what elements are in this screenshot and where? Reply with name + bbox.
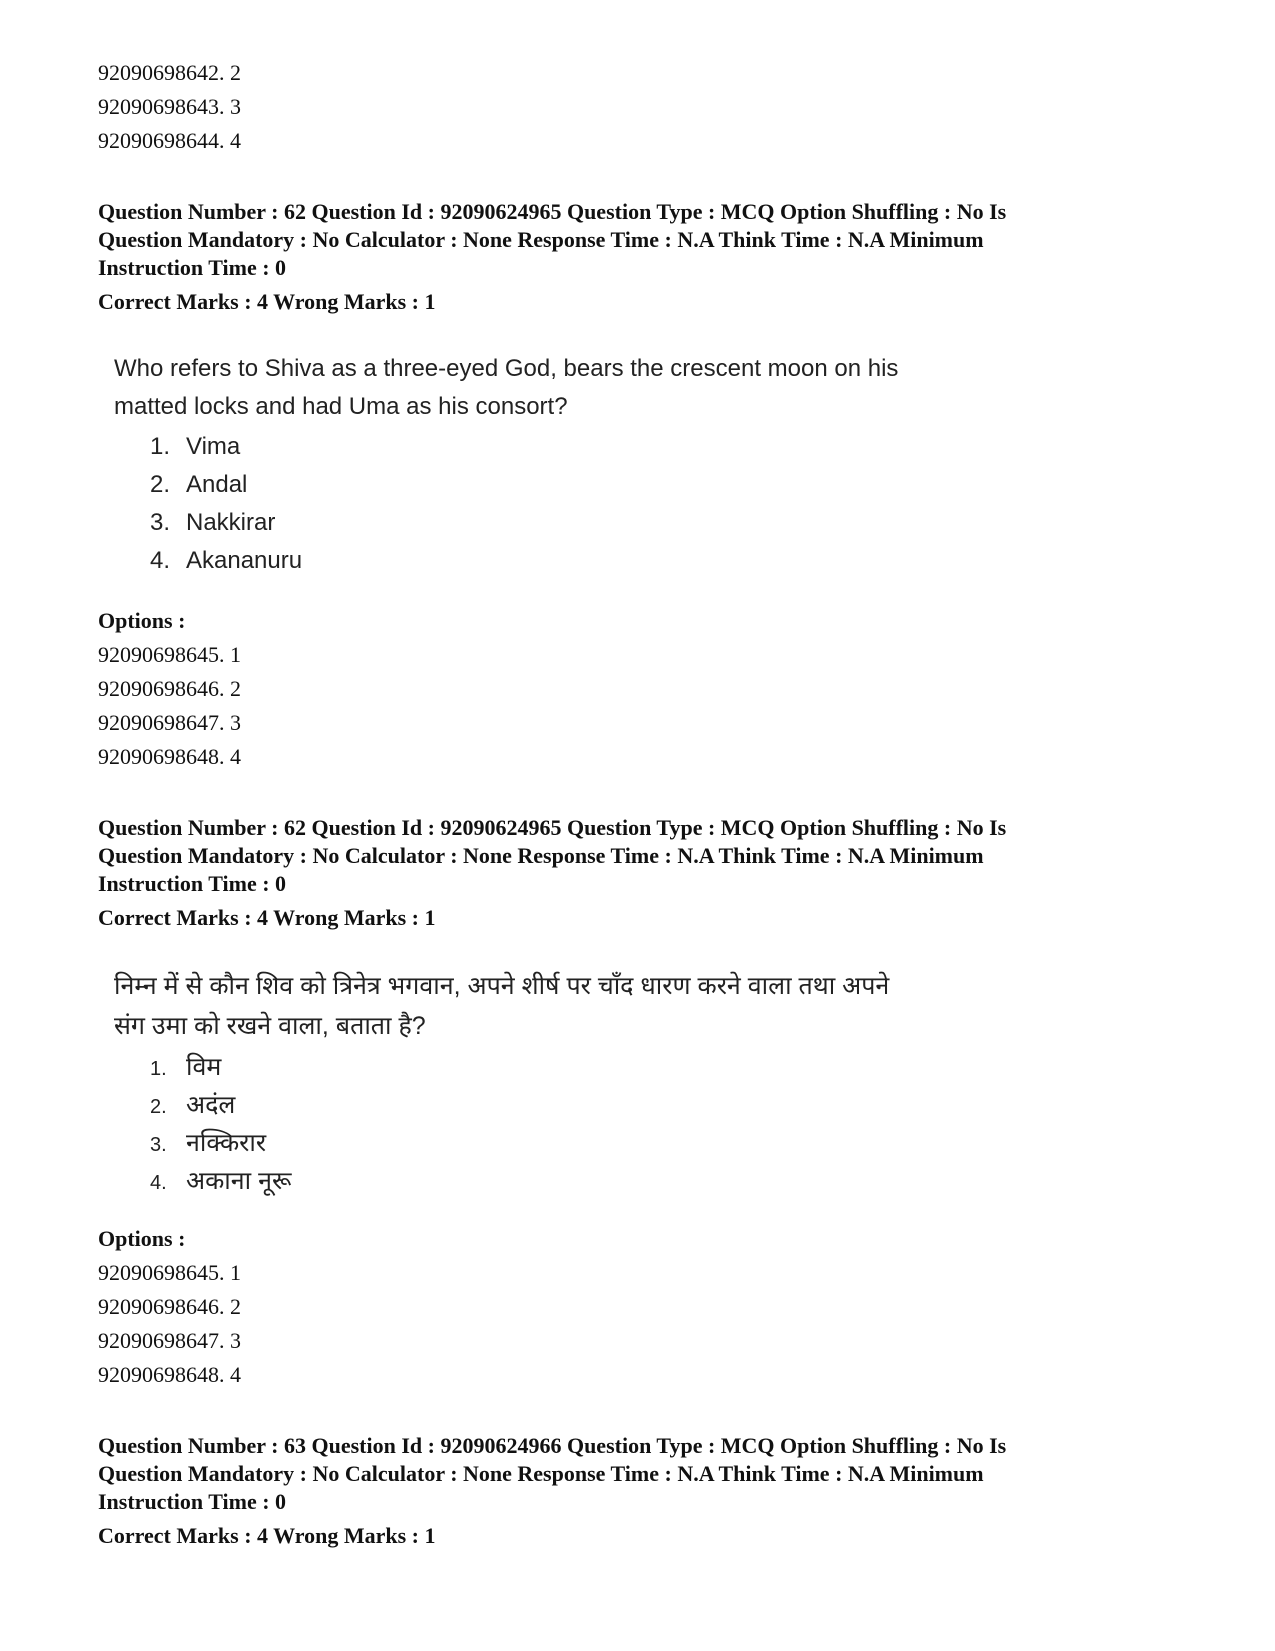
question-paper-page bbox=[98, 56, 1178, 1550]
option-row: 92090698647. 3 bbox=[98, 710, 241, 735]
choice-text: अकाना नूरू bbox=[186, 1167, 292, 1195]
choice-text: Andal bbox=[186, 471, 248, 498]
choice-number: 2. bbox=[150, 471, 171, 498]
choice-text: विम bbox=[186, 1053, 222, 1081]
question-text-line: Who refers to Shiva as a three-eyed God, bears the crescent moon on his bbox=[114, 355, 899, 382]
option-value: 1 bbox=[230, 642, 241, 667]
question-marks: Correct Marks : 4 Wrong Marks : 1 bbox=[98, 905, 436, 930]
option-value: 3 bbox=[230, 94, 241, 119]
choice-list bbox=[114, 428, 934, 580]
option-value: 1 bbox=[230, 1260, 241, 1285]
question-meta-line: Question Number : 63 Question Id : 92090624966 Question Type : MCQ Option Shuffling : No Is bbox=[98, 1433, 1007, 1458]
choice-item bbox=[150, 428, 934, 466]
option-value: 2 bbox=[230, 60, 241, 85]
choice-item bbox=[150, 466, 934, 504]
previous-question-options bbox=[98, 56, 1178, 158]
choice-item bbox=[150, 504, 934, 542]
question-text-line: निम्न में से कौन शिव को त्रिनेत्र भगवान, अपने शीर्ष पर चाँद धारण करने वाला तथा अपने bbox=[114, 972, 890, 1000]
question-meta-line: Instruction Time : 0 bbox=[98, 1489, 287, 1514]
question-meta-line: Question Number : 62 Question Id : 92090624965 Question Type : MCQ Option Shuffling : No Is bbox=[98, 199, 1007, 224]
choice-number: 1. bbox=[150, 433, 171, 460]
option-row: 92090698644. 4 bbox=[98, 128, 241, 153]
option-row: 92090698645. 1 bbox=[98, 1260, 241, 1285]
question-block-62-hindi bbox=[98, 814, 1178, 1392]
option-value: 3 bbox=[230, 1328, 241, 1353]
option-row: 92090698647. 3 bbox=[98, 1328, 241, 1353]
option-id: 92090698643 bbox=[98, 94, 219, 119]
question-meta-line: Question Mandatory : No Calculator : None Response Time : N.A Think Time : N.A Minimum bbox=[98, 843, 984, 868]
choice-item bbox=[150, 1124, 934, 1162]
choice-number: 3. bbox=[150, 509, 171, 536]
choice-item bbox=[150, 1162, 934, 1200]
options-label: Options : bbox=[98, 1226, 186, 1251]
options-list bbox=[98, 1256, 1178, 1392]
choice-text: Nakkirar bbox=[186, 509, 276, 536]
option-row: 92090698642. 2 bbox=[98, 60, 241, 85]
option-value: 2 bbox=[230, 676, 241, 701]
options-label: Options : bbox=[98, 608, 186, 633]
choice-number: 1. bbox=[150, 1058, 167, 1080]
options-list bbox=[98, 638, 1178, 774]
option-id: 92090698647 bbox=[98, 1328, 219, 1353]
option-value: 4 bbox=[230, 1362, 241, 1387]
choice-list bbox=[114, 1048, 934, 1200]
question-meta-line: Question Mandatory : No Calculator : None Response Time : N.A Think Time : N.A Minimum bbox=[98, 227, 984, 252]
option-id: 92090698648 bbox=[98, 1362, 219, 1387]
option-row: 92090698645. 1 bbox=[98, 642, 241, 667]
choice-text: अदंल bbox=[186, 1091, 236, 1119]
option-id: 92090698647 bbox=[98, 710, 219, 735]
question-marks: Correct Marks : 4 Wrong Marks : 1 bbox=[98, 289, 436, 314]
question-marks: Correct Marks : 4 Wrong Marks : 1 bbox=[98, 1523, 436, 1548]
choice-item bbox=[150, 1048, 934, 1086]
question-block-62-english bbox=[98, 198, 1178, 774]
question-block-63 bbox=[98, 1432, 1178, 1550]
option-id: 92090698644 bbox=[98, 128, 219, 153]
choice-number: 4. bbox=[150, 1172, 167, 1194]
choice-number: 3. bbox=[150, 1134, 167, 1156]
option-row: 92090698648. 4 bbox=[98, 744, 241, 769]
choice-item bbox=[150, 542, 934, 580]
choice-text: नक्किरार bbox=[186, 1129, 267, 1157]
option-row: 92090698648. 4 bbox=[98, 1362, 241, 1387]
question-meta-line: Instruction Time : 0 bbox=[98, 255, 287, 280]
option-id: 92090698646 bbox=[98, 676, 219, 701]
option-row: 92090698646. 2 bbox=[98, 1294, 241, 1319]
question-meta-line: Question Number : 62 Question Id : 92090624965 Question Type : MCQ Option Shuffling : No Is bbox=[98, 815, 1007, 840]
option-value: 3 bbox=[230, 710, 241, 735]
question-meta-line: Instruction Time : 0 bbox=[98, 871, 287, 896]
option-row: 92090698646. 2 bbox=[98, 676, 241, 701]
option-value: 4 bbox=[230, 128, 241, 153]
option-id: 92090698642 bbox=[98, 60, 219, 85]
option-id: 92090698645 bbox=[98, 1260, 219, 1285]
choice-number: 2. bbox=[150, 1096, 167, 1118]
option-value: 2 bbox=[230, 1294, 241, 1319]
question-text-line: संग उमा को रखने वाला, बताता है? bbox=[114, 1012, 426, 1040]
option-id: 92090698646 bbox=[98, 1294, 219, 1319]
question-meta-line: Question Mandatory : No Calculator : None Response Time : N.A Think Time : N.A Minimum bbox=[98, 1461, 984, 1486]
question-content bbox=[114, 966, 934, 1200]
option-value: 4 bbox=[230, 744, 241, 769]
question-text-line: matted locks and had Uma as his consort? bbox=[114, 393, 568, 420]
option-row: 92090698643. 3 bbox=[98, 94, 241, 119]
question-content bbox=[114, 350, 934, 580]
option-id: 92090698648 bbox=[98, 744, 219, 769]
choice-number: 4. bbox=[150, 547, 171, 574]
option-id: 92090698645 bbox=[98, 642, 219, 667]
choice-item bbox=[150, 1086, 934, 1124]
choice-text: Akananuru bbox=[186, 547, 303, 574]
choice-text: Vima bbox=[186, 433, 241, 460]
